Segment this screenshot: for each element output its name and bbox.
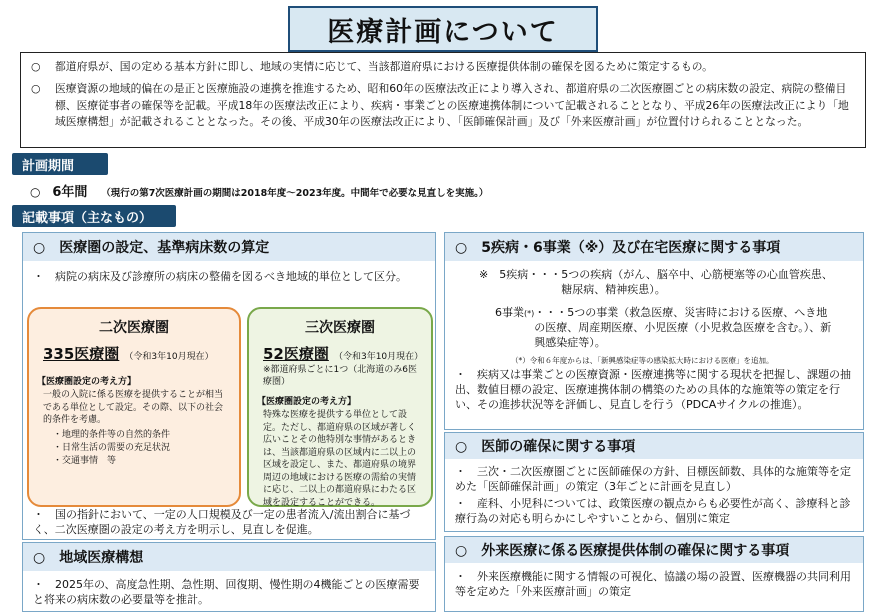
physician-text-1: ・ 三次・二次医療圏ごとに医師確保の方針、目標医師数、具体的な施策等を定めた「医師確保計画」の策定（3年ごとに計画を見直し） [455,465,851,493]
tertiary-count-line [263,343,431,364]
projects-footnote: （*）令和６年度からは、「新興感染症等の感染拡大時における医療」を追加。 [511,356,774,365]
pdca-text: ・ 疾病又は事業ごとの医療資源・医療連携等に関する現状を把握し、課題の抽出、数値目標の設定、医療連携体制の構築のための具体的な施策等の策定を行い、その進捗状況等を評価し、見直しを行う（PDCAサイクルの推進）。 [455,368,851,411]
five-diseases-text: 5つの疾病（がん、脳卒中、心筋梗塞等の心血管疾患、糖尿病、精神疾患）。 [561,268,833,296]
physician-text-2: ・ 産科、小児科については、政策医療の観点からも必要性が高く、診療科と診療行為の対応も明らかにしやすいことから、個別に策定 [455,497,851,525]
secondary-count-line [43,343,239,364]
circle-bullet: ○ [31,60,41,73]
tertiary-count: 52医療圏 [263,345,329,363]
secondary-concept: 一般の入院に係る医療を提供することが相当である単位として設定。その際、以下の社会的条件を考慮。 [43,390,224,425]
period-label: 計画期間 [12,153,108,175]
diseases-projects-panel [444,232,864,430]
tertiary-sub: ※都道府県ごとに1つ（北海道のみ6医療圏） [263,365,417,387]
secondary-factor-list [53,429,239,468]
tertiary-concept-label: 【医療圏設定の考え方】 [257,397,357,407]
regional-vision-panel [22,542,436,612]
six-projects-label: 6事業(*) [495,306,535,319]
secondary-area-box [27,307,241,507]
intro-box [20,52,866,148]
five-diseases-line [479,267,839,297]
tertiary-area-title: 三次医療圏 [305,320,375,336]
tertiary-count-note: （令和3年10月現在） [333,352,424,362]
six-projects-line [495,305,835,350]
secondary-concept-label: 【医療圏設定の考え方】 [37,377,137,387]
panel-heading: ○ 外来医療に係る医療提供体制の確保に関する事項 [445,537,863,563]
five-diseases-label: ※ 5疾病・・・ [479,268,562,281]
page-title: 医療計画について [288,6,598,52]
six-projects-text: ・・・5つの事業（救急医療、災害時における医療、へき地の医療、周産期医療、小児医療（小児救急医療を含む。）、新興感染症等）。 [534,306,832,349]
medical-area-panel [22,232,436,540]
period-main: 6年間 [52,185,88,200]
period-note: （現行の第7次医療計画の期間は2018年度～2023年度。中間年で必要な見直しを実施。） [101,188,489,199]
secondary-area-title: 二次医療圏 [99,320,169,336]
regional-vision-text: ・ 2025年の、高度急性期、急性期、回復期、慢性期の4機能ごとの医療需要と将来の病床数の必要量等を推計。 [33,578,420,606]
secondary-factor: ・地理的条件等の自然的条件 [53,429,171,440]
tertiary-area-box [247,307,433,507]
circle-bullet: ○ [30,185,41,199]
intro-paragraph-2 [31,81,859,131]
physician-panel [444,432,864,532]
medical-area-intro: ・ 病院の病床及び診療所の病床の整備を図るべき地域的単位として区分。 [33,270,407,283]
period-line [30,181,488,200]
intro-text-2: 医療資源の地域的偏在の是正と医療施設の連携を推進するため、昭和60年の医療法改正により導入され、都道府県の二次医療圏ごとの病床数の設定、病院の整備目標、医療従事者の確保等を記載。平成18年の医療法改正により、疾病・事業ごとの医療連携体制について記載されることとなり、平成26年の医療法改正により「地域医療構想」が記載されることとなった。その後、平成30年の医療法改正により、「医師確保計画」及び「外来医療計画」が位置付けられることとなった。 [55,82,849,128]
panel-heading: ○ 医師の確保に関する事項 [445,433,863,459]
tertiary-concept: 特殊な医療を提供する単位として設定。ただし、都道府県の区域が著しく広いことその他特別な事情があるときは、当該都道府県の区域内に二以上の区域を設定し、また、都道府県の境界周辺の地域における医療の需給の実情に応じ、二以上の都道府県にわたる区域を設定することができる。 [263,410,417,508]
secondary-count: 335医療圏 [43,345,120,363]
panel-heading: ○ 地域医療構想 [23,543,435,571]
secondary-factor: ・日常生活の需要の充足状況 [53,442,171,453]
circle-bullet: ○ [31,82,41,95]
medical-area-footer: ・ 国の指針において、一定の人口規模及び一定の患者流入/流出割合に基づく、二次医療圏の設定の考え方を明示し、見直しを促進。 [33,508,411,536]
intro-paragraph-1 [31,59,851,76]
panel-heading: ○ 5疾病・6事業（※）及び在宅医療に関する事項 [445,233,863,261]
items-label: 記載事項（主なもの） [12,205,176,227]
intro-text-1: 都道府県が、国の定める基本方針に即し、地域の実情に応じて、当該都道府県における医療提供体制の確保を図るために策定するもの。 [55,60,713,73]
secondary-factor: ・交通事情 等 [53,455,117,466]
outpatient-text: ・ 外来医療機能に関する情報の可視化、協議の場の設置、医療機器の共同利用等を定めた「外来医療計画」の策定 [455,570,851,598]
outpatient-panel [444,536,864,612]
secondary-count-note: （令和3年10月現在） [124,352,214,362]
panel-heading: ○ 医療圏の設定、基準病床数の算定 [23,233,435,261]
